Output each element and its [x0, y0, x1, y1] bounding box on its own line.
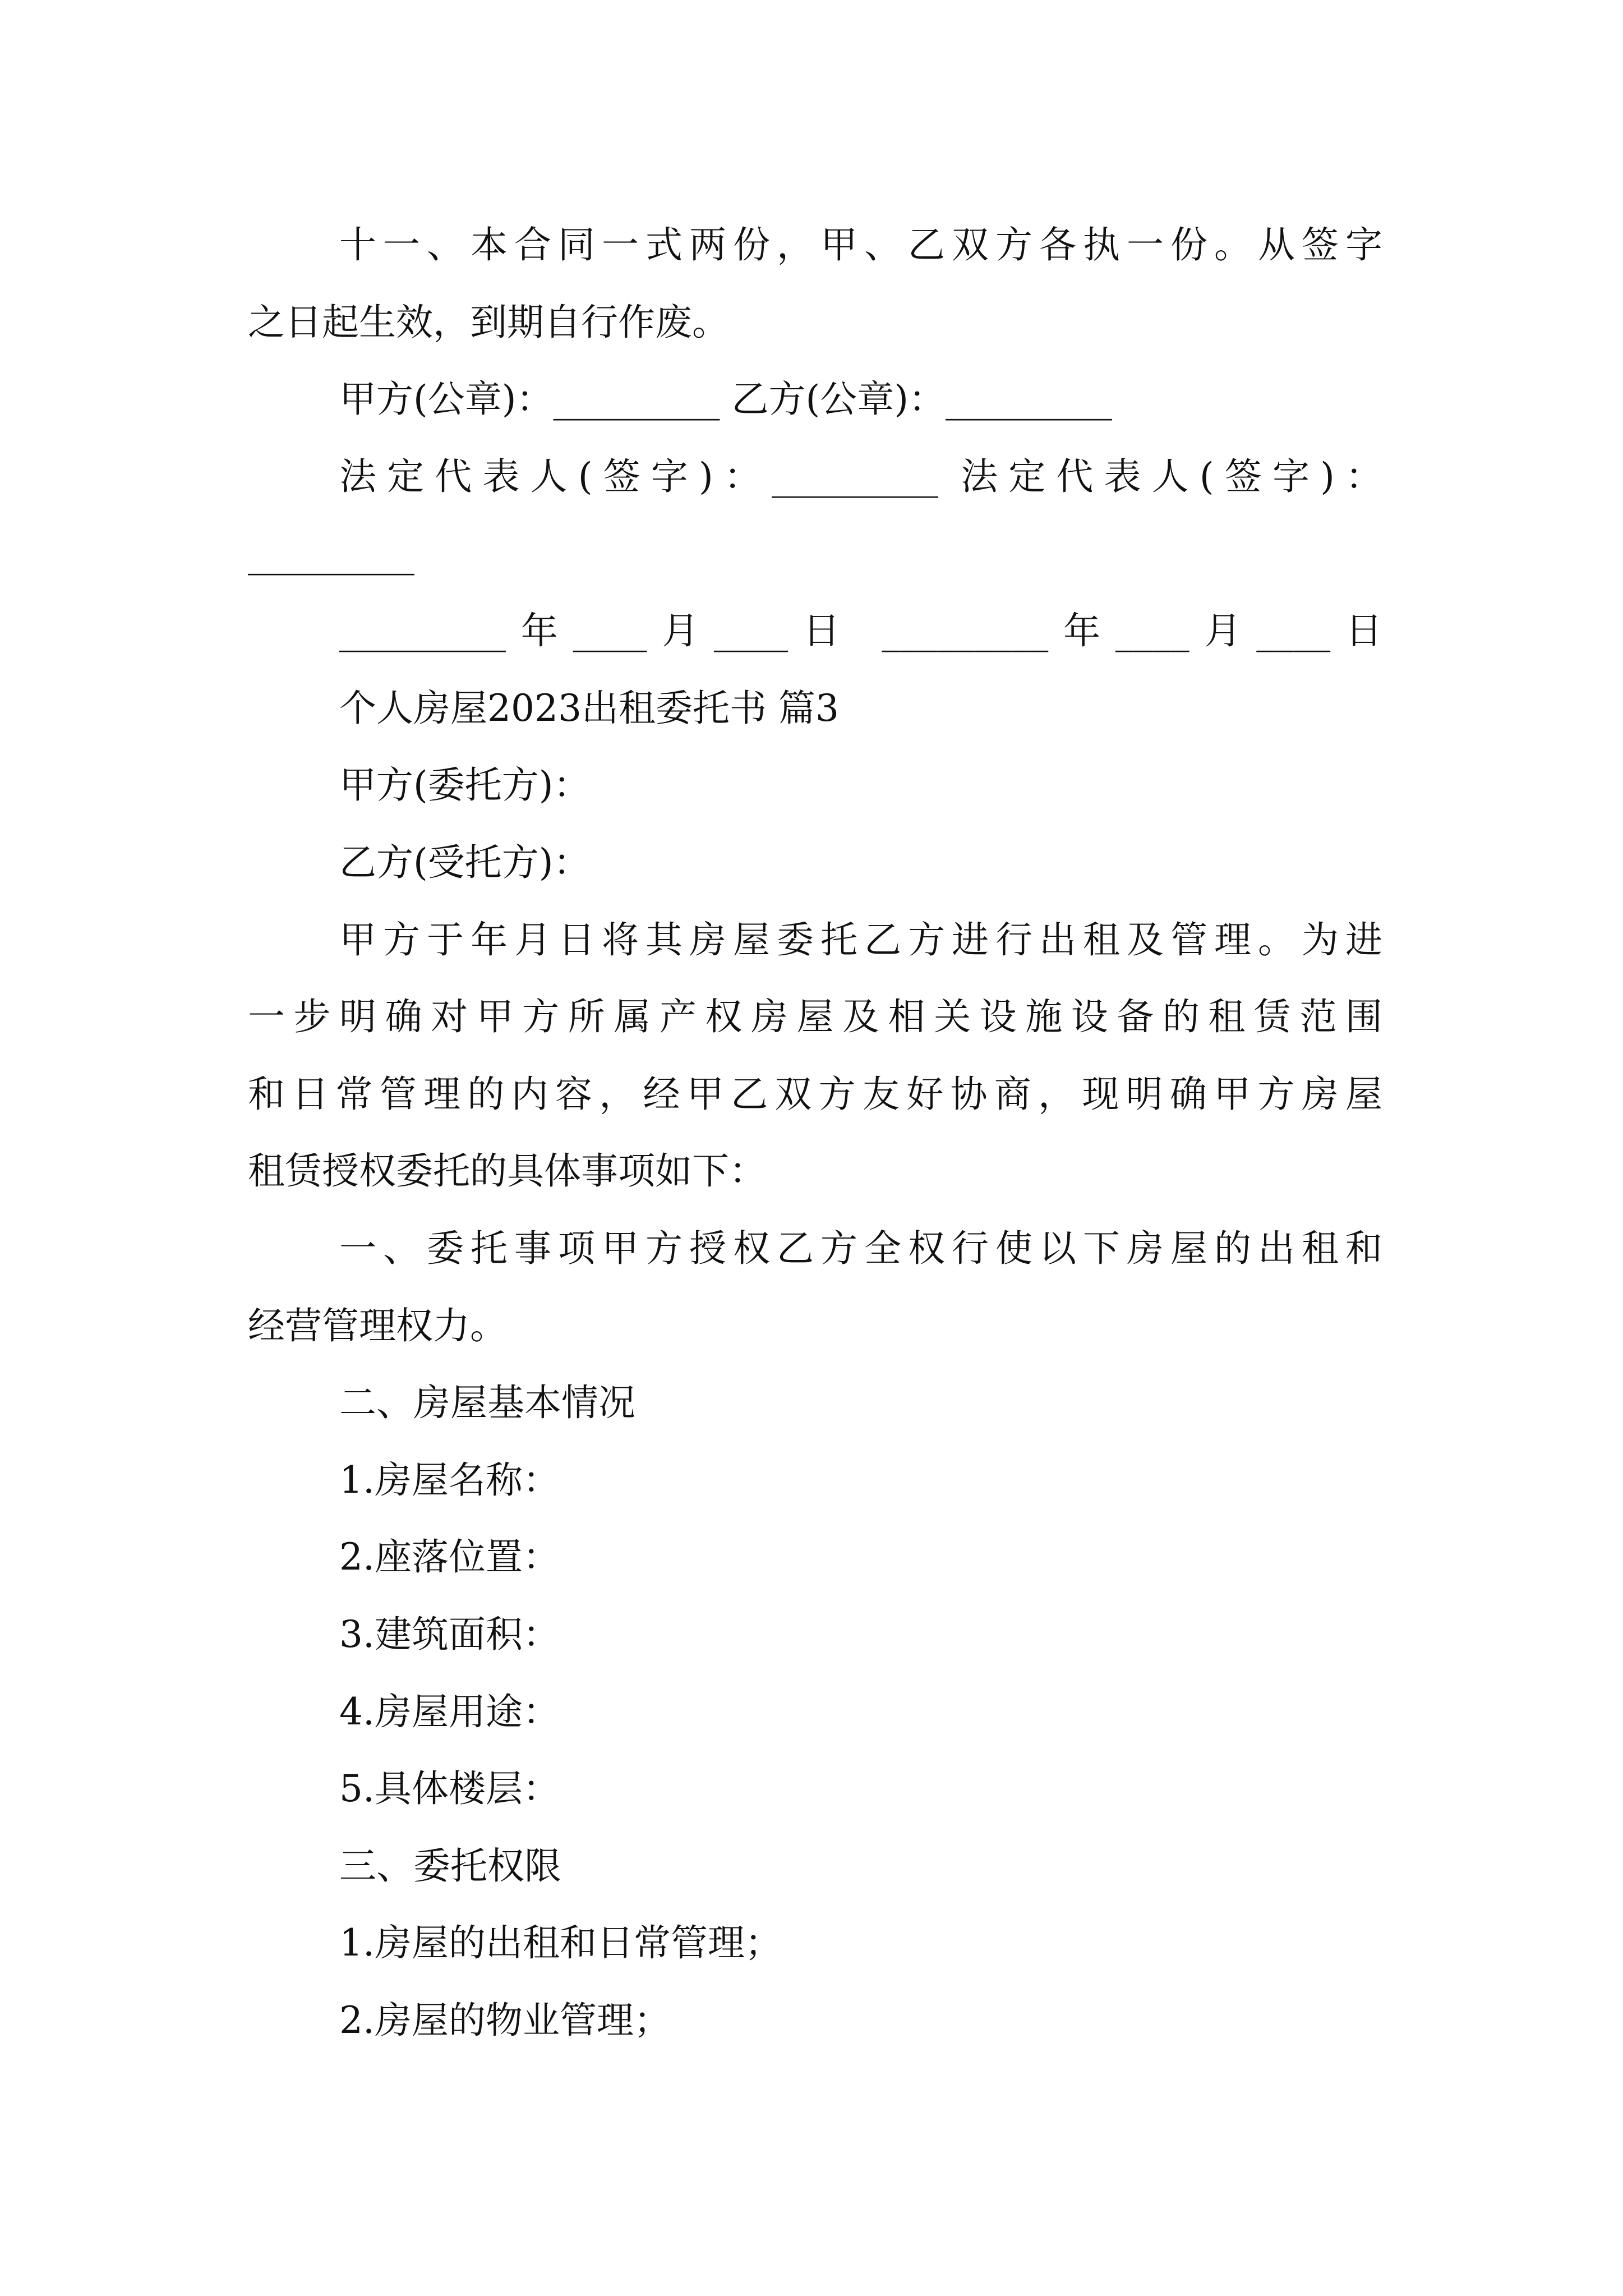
item-1-line-2: 经营管理权力。 [248, 1304, 507, 1347]
party-a-label: 甲方(委托方)： [339, 763, 591, 807]
intro-line-4: 租赁授权委托的具体事项如下： [248, 1149, 766, 1193]
item-2-entry-location: 2.座落位置： [339, 1535, 560, 1579]
date-line: _________年____月____日 _________年____月____日 [339, 609, 1382, 652]
item-3-title: 三、委托权限 [339, 1844, 561, 1888]
item-2-entry-name: 1.房屋名称： [339, 1458, 560, 1502]
item-3-entry-property: 2.房屋的物业管理； [339, 1999, 671, 2042]
clause-11-line-1: 十一、本合同一式两份，甲、乙双方各执一份。从签字 [339, 223, 1382, 266]
seal-signature-line: 甲方(公章)：_________ 乙方(公章)：_________ [339, 378, 1112, 421]
section-title: 个人房屋2023出租委托书 篇3 [339, 687, 839, 730]
intro-line-3: 和日常管理的内容，经甲乙双方友好协商，现明确甲方房屋 [248, 1073, 1382, 1116]
intro-line-1: 甲方于年月日将其房屋委托乙方进行出租及管理。为进 [339, 918, 1382, 961]
item-2-title: 二、房屋基本情况 [339, 1381, 635, 1424]
item-2-entry-use: 4.房屋用途： [339, 1690, 560, 1733]
representative-signature-line-1: 法定代表人(签字)：_________ 法定代表人(签字)： [339, 455, 1382, 498]
item-2-entry-area: 3.建筑面积： [339, 1613, 560, 1656]
representative-signature-line-2: _________ [248, 532, 414, 576]
party-b-label: 乙方(受托方)： [339, 841, 591, 884]
clause-11-line-2: 之日起生效，到期自行作废。 [248, 301, 729, 344]
intro-line-2: 一步明确对甲方所属产权房屋及相关设施设备的租赁范围 [248, 995, 1382, 1038]
item-3-entry-rental: 1.房屋的出租和日常管理； [339, 1921, 782, 1964]
item-2-entry-floor: 5.具体楼层： [339, 1767, 560, 1810]
item-1-line-1: 一、委托事项甲方授权乙方全权行使以下房屋的出租和 [339, 1227, 1382, 1270]
